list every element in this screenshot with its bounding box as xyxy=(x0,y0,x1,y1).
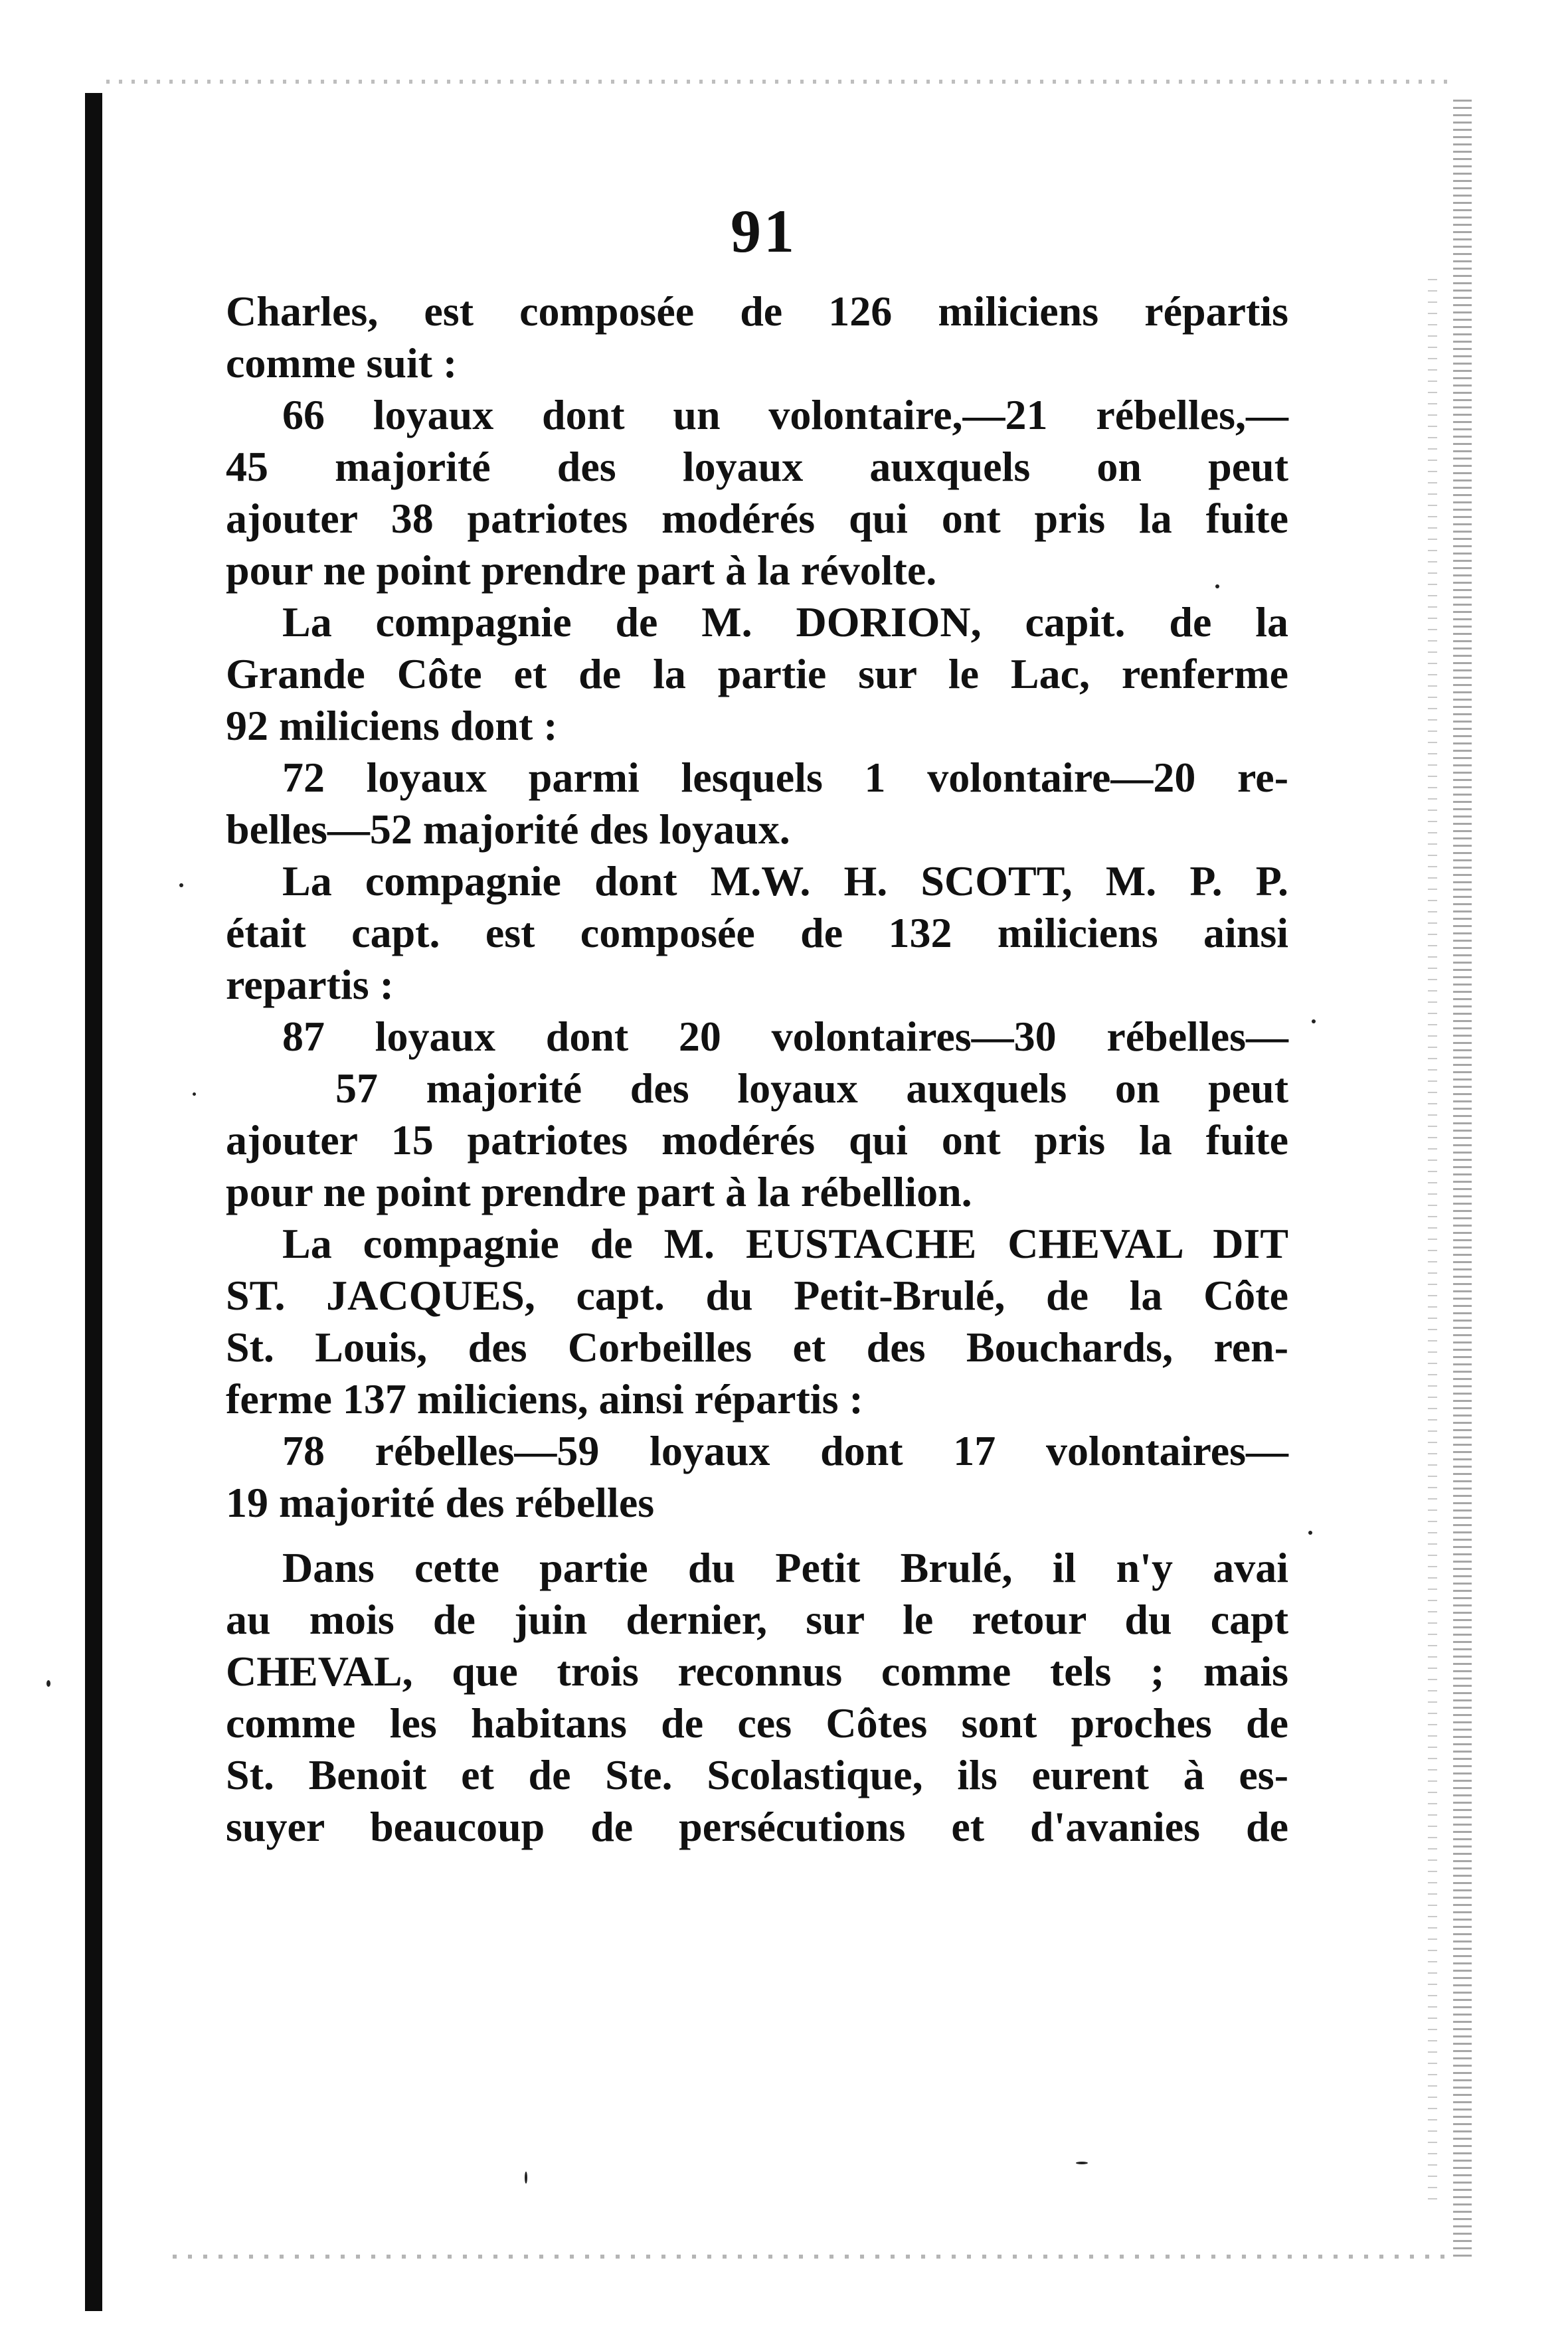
page-binding-edge xyxy=(85,93,102,2311)
text-line: St. Louis, des Corbeilles et des Bouchards, ren- xyxy=(226,1324,1288,1371)
text-line: était capt. est composée de 132 miliciens ainsi xyxy=(226,909,1288,956)
text-line: 45 majorité des loyaux auxquels on peut xyxy=(226,443,1288,490)
text-line: repartis : xyxy=(226,961,394,1008)
text-line: CHEVAL, que trois reconnus comme tels ; mais xyxy=(226,1648,1288,1695)
text-line: ajouter 15 patriotes modérés qui ont pris la fuite xyxy=(226,1116,1288,1164)
text-line: Dans cette partie du Petit Brulé, il n'y avai xyxy=(282,1544,1288,1591)
text-line: Charles, est composée de 126 miliciens répartis xyxy=(226,288,1288,335)
text-line: 78 rébelles—59 loyaux dont 17 volontaires— xyxy=(282,1427,1288,1474)
text-line: suyer beaucoup de persécutions et d'avanies de xyxy=(226,1803,1288,1850)
text-line: Grande Côte et de la partie sur le Lac, renferme xyxy=(226,650,1288,697)
text-line: La compagnie de M. DORION, capit. de la xyxy=(282,598,1288,646)
text-line: pour ne point prendre part à la révolte. xyxy=(226,547,937,594)
scan-speck xyxy=(1215,584,1219,588)
scan-speck xyxy=(179,883,183,887)
page-top-edge-noise xyxy=(106,80,1454,84)
page-right-edge-noise xyxy=(1453,100,1472,2258)
text-line: belles—52 majorité des loyaux. xyxy=(226,806,790,853)
text-line: 57 majorité des loyaux auxquels on peut xyxy=(335,1065,1288,1112)
text-line: au mois de juin dernier, sur le retour du capt xyxy=(226,1596,1288,1643)
text-line: St. Benoit et de Ste. Scolastique, ils eurent à es- xyxy=(226,1751,1288,1798)
text-line: pour ne point prendre part à la rébellion. xyxy=(226,1168,972,1215)
text-line: ST. JACQUES, capt. du Petit-Brulé, de la Côte xyxy=(226,1272,1288,1319)
text-line: 92 miliciens dont : xyxy=(226,702,558,749)
body-text xyxy=(226,286,1288,1853)
text-line: 87 loyaux dont 20 volontaires—30 rébelles— xyxy=(282,1013,1288,1060)
scan-speck xyxy=(193,1092,196,1096)
page-number: 91 xyxy=(731,197,797,265)
scan-speck xyxy=(1076,2162,1088,2164)
text-line: 66 loyaux dont un volontaire,—21 rébelles,— xyxy=(282,391,1288,438)
scan-speck xyxy=(1312,1019,1316,1023)
text-line: ferme 137 miliciens, ainsi répartis : xyxy=(226,1375,863,1422)
scan-speck xyxy=(1308,1531,1312,1535)
text-line: La compagnie dont M.W. H. SCOTT, M. P. P. xyxy=(282,857,1288,905)
text-line: La compagnie de M. EUSTACHE CHEVAL DIT xyxy=(282,1220,1288,1267)
scan-speck xyxy=(46,1680,50,1687)
text-line: comme suit : xyxy=(226,339,458,387)
page-right-edge-noise-inner xyxy=(1428,279,1437,2205)
text-line: 72 loyaux parmi lesquels 1 volontaire—20 re- xyxy=(282,754,1288,801)
scan-speck xyxy=(525,2172,527,2184)
text-line: ajouter 38 patriotes modérés qui ont pris la fuite xyxy=(226,495,1288,542)
text-line: 19 majorité des rébelles xyxy=(226,1479,655,1526)
text-line: comme les habitans de ces Côtes sont proches de xyxy=(226,1699,1288,1747)
page-bottom-edge-noise xyxy=(173,2255,1454,2259)
